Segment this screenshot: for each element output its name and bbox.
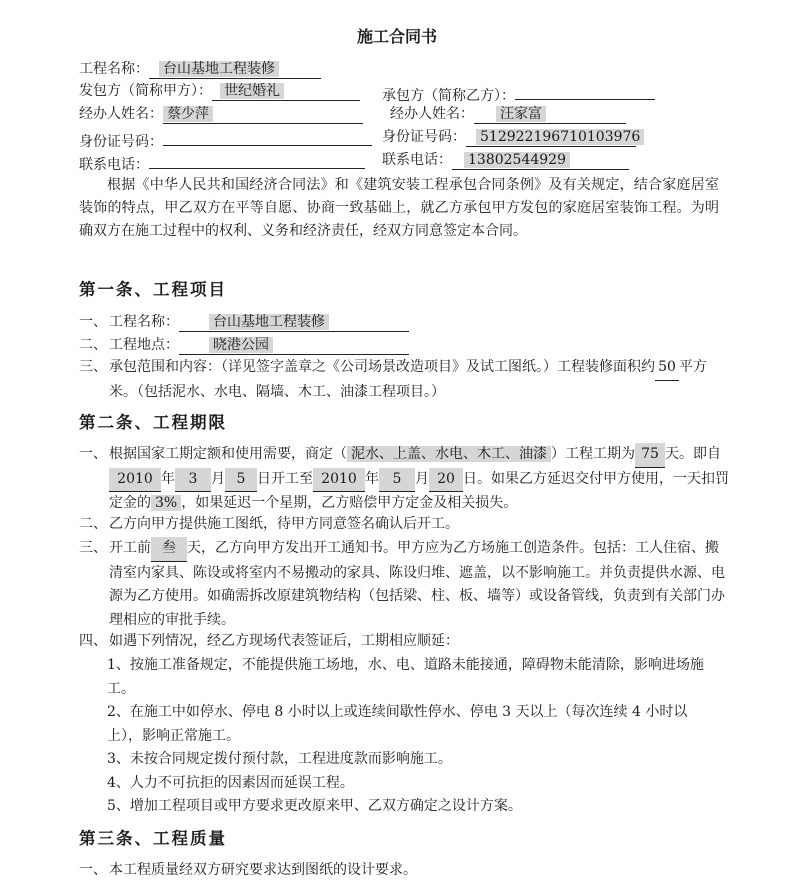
art2-scope-value: 泥水、上盖、水电、木工、油漆 [347,446,551,462]
agent-a-label: 经办人姓名： [79,106,163,122]
article-1-heading: 第一条、工程项目 [79,280,227,299]
art2-item-2-text: 乙方向甲方提供施工图纸，待甲方同意签名确认后开工。 [109,516,459,532]
art2-item-1-number: 一、 [79,446,107,462]
art2-item-1-text-c: 天。即自 [665,446,721,462]
art2-item-2-number: 二、 [79,516,107,532]
start-year-value[interactable]: 2010 [109,468,161,493]
penalty-value: 3% [151,495,181,511]
month-label-2: 月 [415,470,429,487]
phone-b-value: 13802544929 [464,152,570,168]
art1-location-value: 晓港公园 [209,337,273,353]
art1-item-1-label: 工程名称： [109,314,179,330]
agent-a-row [79,104,363,124]
art1-project-name-value: 台山基地工程装修 [209,314,329,330]
intro-paragraph: 根据《中华人民共和国经济合同法》和《建筑安装工程承包合同条例》及有关规定，结合家庭居室装饰的特点，甲乙双方在平等自愿、协商一致基础上，就乙方承包甲方发包的家庭居室装饰工程。为明确双方在施工过程中的权利、义务和经济责任，经双方同意签定本合同。 [79,177,719,239]
document-title: 施工合同书 [356,27,437,46]
phone-a-field[interactable] [149,150,365,169]
project-name-label: 工程名称： [79,61,149,77]
id-b-value: 512922196710103976 [476,129,644,145]
art2-item-1-text-b: ）工程工期为 [551,446,635,462]
agent-b-field[interactable] [474,105,626,124]
phone-b-field[interactable] [452,151,629,170]
art2-sub-item-2: 2、在施工中如停水、停电 8 小时以上或连续间歇性停水、停电 3 天以上（每次连续 4 小时以上），影响正常施工。 [107,704,688,744]
month-label-1: 月 [211,470,225,487]
art3-item-1-text: 本工程质量经双方研究要求达到图纸的设计要求。 [109,862,417,878]
art1-scope-text-end: 平方米。（包括泥水、水电、隔墙、木工、油漆工程项目。） [109,359,707,400]
party-a-value: 世纪婚礼 [220,83,284,99]
art2-item-3-number: 三、 [79,540,107,556]
art2-sub-item-3: 3、未按合同规定拨付预付款，工程进度款而影响施工。 [107,751,452,767]
end-month-value[interactable]: 5 [379,468,415,493]
art2-sub-item-5: 5、增加工程项目或甲方要求更改原来甲、乙双方确定之设计方案。 [107,798,522,814]
art2-item-4-number: 四、 [79,633,107,649]
art1-item-1-number: 一、 [79,314,107,330]
art2-sub-item-1: 1、按施工准备规定，不能提供施工场地，水、电、道路未能接通，障碍物未能清除，影响进场施工。 [107,657,704,697]
phone-b-label: 联系电话： [382,152,452,168]
id-a-row [79,127,372,152]
art1-item-3-number: 三、 [79,359,107,375]
project-name-row [79,59,321,79]
agent-a-value: 蔡少萍 [163,106,213,122]
agent-b-label: 经办人姓名： [390,106,474,122]
agent-a-field[interactable] [163,105,363,124]
article-3-heading: 第三条、工程质量 [79,829,227,848]
phone-a-label: 联系电话： [79,157,149,173]
art2-item-1-text-d: 日开工至 [257,470,313,487]
party-b-label: 承包方（简称乙方）： [382,88,515,104]
article-2-heading: 第二条、工程期限 [79,413,227,432]
party-b-row [382,81,655,106]
art2-item-3-text-b: 天，乙方向甲方发出开工通知书。甲方应为乙方场施工创造条件。包括：工人住宿、搬清室内家具、陈设或将室内不易搬动的家具、陈设归堆、遮盖，以不影响施工。并负责提供水源、电源为乙方使用。如确需拆改原建筑物结构（包括梁、柱、板、墙等）或设备管线，负责到有关部门办理相应的审批手续。 [109,540,725,628]
id-a-field[interactable] [163,127,372,146]
art1-project-name-field[interactable] [179,313,409,332]
year-label-1: 年 [161,470,175,487]
start-day-value[interactable]: 5 [225,468,257,493]
id-b-row [382,127,641,147]
art2-item-3-text-a: 开工前 [109,540,151,556]
project-name-value: 台山基地工程装修 [159,61,279,77]
project-name-field[interactable] [149,60,321,79]
art2-prestart-days-value[interactable]: 叁 [151,537,187,562]
art2-item-1-text-e: 日。如果乙方延迟交付甲方使用，一天扣罚定金的 [109,470,729,511]
party-a-label: 发包方（简称甲方）： [79,83,212,99]
art1-scope-text: 承包范围和内容：（详见签字盖章之《公司场景改造项目》及试工图纸。）工程装修面积约 [109,359,655,375]
id-b-field[interactable] [466,128,641,147]
art1-item-2-number: 二、 [79,337,107,353]
id-b-label: 身份证号码： [382,129,466,145]
agent-b-row [390,104,626,124]
id-a-label: 身份证号码： [79,134,163,150]
art1-item-2-label: 工程地点： [109,337,179,353]
party-a-row [79,81,360,101]
art2-item-1-text-a: 根据国家工期定额和使用需要，商定（ [109,446,347,462]
party-a-field[interactable] [212,82,360,101]
end-day-value[interactable]: 20 [429,468,463,493]
party-b-field[interactable] [515,81,655,100]
art1-area-value[interactable]: 50 [655,356,679,381]
art2-item-4-text: 如遇下列情况，经乙方现场代表签证后，工期相应顺延： [109,633,459,649]
end-year-value[interactable]: 2010 [313,468,365,493]
art2-item-1-text-f: ，如果延迟一个星期，乙方赔偿甲方定金及相关损失。 [181,495,518,511]
art2-days-value[interactable]: 75 [635,443,665,468]
phone-b-row [382,150,629,170]
start-month-value[interactable]: 3 [175,468,211,493]
phone-a-row [79,150,365,175]
year-label-2: 年 [365,470,379,487]
agent-b-value: 汪家富 [496,106,546,122]
art1-location-field[interactable] [179,336,409,355]
art2-sub-item-4: 4、人力不可抗拒的因素因而延误工程。 [107,775,354,791]
art3-item-1-number: 一、 [79,862,107,878]
